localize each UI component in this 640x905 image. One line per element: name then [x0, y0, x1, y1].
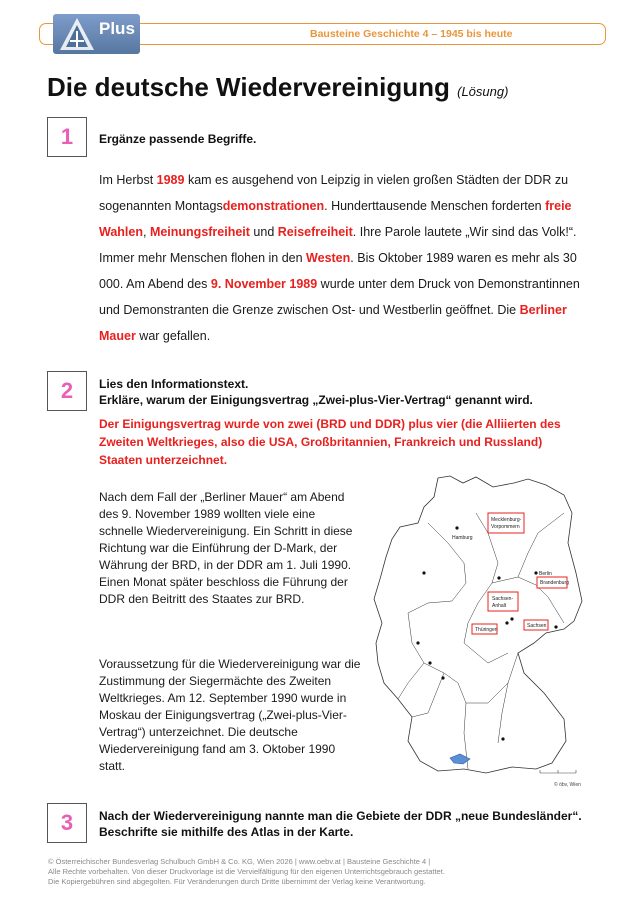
footer-line-2: Alle Rechte vorbehalten. Von dieser Druckvorlage ist die Vervielfältigung für den eigenen Unterrichtsgebrauch gestattet.: [48, 867, 445, 876]
cloze-answer: Reisefreiheit: [277, 225, 353, 239]
task-number-3: 3: [47, 803, 87, 843]
page-title: [47, 72, 508, 103]
map-label-mv-2: Vorpommern: [491, 524, 520, 530]
answer-text: Der Einigungsvertrag wurde von zwei (BRD und DDR) plus vier (die Alliierten des Zweiten Weltkrieges, also die USA, Großbritannien, Frankreich und Russland) Staaten unterzeichnet.: [99, 417, 561, 467]
cloze-segment: war gefallen.: [135, 329, 211, 343]
label-box-mecklenburg: [488, 513, 524, 533]
info-paragraph-1: Nach dem Fall der „Berliner Mauer“ am Abend des 9. November 1989 wollten viele eine schnelle Wiedervereinigung. Ein Schritt in diese Richtung war die Einführung der D-Mark, der Währung der BRD, in der DDR am 1. Juli 1990. Einen Monat später beschloss die Führung der DDR den Beitritt des Staates zur BRD.: [99, 490, 353, 606]
cloze-segment: . Bis Oktober 1989 waren es mehr als 30 000. Am Abend des: [99, 251, 577, 291]
map-label-sachsen: Sachsen: [527, 623, 547, 629]
cloze-answer: 1989: [156, 173, 185, 187]
map-copyright: © öbv, Wien: [554, 782, 581, 788]
map-label-hamburg: Hamburg: [452, 535, 473, 541]
map-label-sa-2: Anhalt: [492, 603, 507, 609]
footer: [48, 857, 608, 887]
map-label-thueringen: Thüringen: [475, 627, 498, 633]
map-label-berlin: Berlin: [539, 571, 552, 577]
footer-line-1: © Österreichischer Bundesverlag Schulbuch GmbH & Co. KG, Wien 2026 | www.oebv.at | Bausteine Geschichte 4 |: [48, 857, 431, 866]
task-2-instruction-line2: Erkläre, warum der Einigungsvertrag „Zwei-plus-Vier-Vertrag“ genannt wird.: [99, 393, 533, 407]
task-3-instruction-line2: Beschrifte sie mithilfe des Atlas in der Karte.: [99, 825, 354, 839]
page-title-sub: (Lösung): [457, 84, 509, 99]
publisher-logo: [53, 14, 140, 54]
task-2-instruction: [99, 376, 533, 408]
cloze-segment: wurde unter dem Druck von Demonstrantinnen und Demonstranten die Grenze zwischen Ost- und Westberlin geöffnet. Die: [99, 277, 580, 317]
cloze-answer: Westen: [306, 251, 351, 265]
cloze-answer: Berliner Mauer: [99, 303, 567, 343]
cloze-segment: Im Herbst: [99, 173, 157, 187]
map-scale-bar: [540, 770, 576, 773]
cloze-segment: kam es ausgehend von Leipzig in vielen großen Städten der DDR zu sogenannten Montags: [99, 173, 569, 213]
series-title: Bausteine Geschichte 4 – 1945 bis heute: [310, 28, 513, 40]
cloze-segment: . Hunderttausende Menschen forderten: [324, 199, 546, 213]
cloze-answer: 9. November 1989: [210, 277, 318, 291]
task-number-2: 2: [47, 371, 87, 411]
cloze-answer: freie Wahlen: [99, 199, 572, 239]
lake-constance: [450, 754, 470, 764]
task-3-instruction: [99, 808, 582, 840]
footer-line-3: Die Kopiergebühren sind abgegolten. Für Veränderungen durch Dritte übernimmt der Verlag keine Verantwortung.: [48, 877, 426, 886]
task-number-1: 1: [47, 117, 87, 157]
germany-map: [368, 473, 588, 791]
task-2-instruction-line1: Lies den Informationstext.: [99, 377, 249, 391]
logo-text: Plus: [99, 19, 135, 38]
map-label-sa-1: Sachsen-: [492, 596, 514, 602]
task-3-instruction-line1: Nach der Wiedervereinigung nannte man die Gebiete der DDR „neue Bundesländer“.: [99, 809, 582, 823]
map-label-mv-1: Mecklenburg-: [491, 517, 522, 523]
map-label-brandenburg: Brandenburg: [540, 580, 569, 586]
page-title-main: Die deutsche Wiedervereinigung: [47, 72, 450, 102]
cloze-text: [99, 167, 595, 349]
cloze-segment: und: [249, 225, 278, 239]
logo-triangle-icon: [59, 17, 95, 51]
publisher-link[interactable]: www.oebv.at: [298, 857, 341, 866]
task-1-instruction: Ergänze passende Begriffe.: [99, 132, 257, 146]
cloze-segment: . Ihre Parole lautete „Wir sind das Volk!“. Immer mehr Menschen flohen in den: [99, 225, 577, 265]
cloze-segment: ,: [142, 225, 150, 239]
cloze-answer: Meinungsfreiheit: [149, 225, 250, 239]
info-paragraph-2: Voraussetzung für die Wiedervereinigung war die Zustimmung der Siegermächte des Zweiten Weltkrieges. Am 12. September 1990 wurde in Moskau der Einigungsvertrag („Zwei-plus-Vier-Vertrag“) unterzeichnet. Die deutsche Wiedervereinigung fand am 3. Oktober 1990 statt.: [99, 657, 361, 773]
state-borders: [398, 513, 564, 769]
cloze-answer: demonstrationen: [222, 199, 325, 213]
